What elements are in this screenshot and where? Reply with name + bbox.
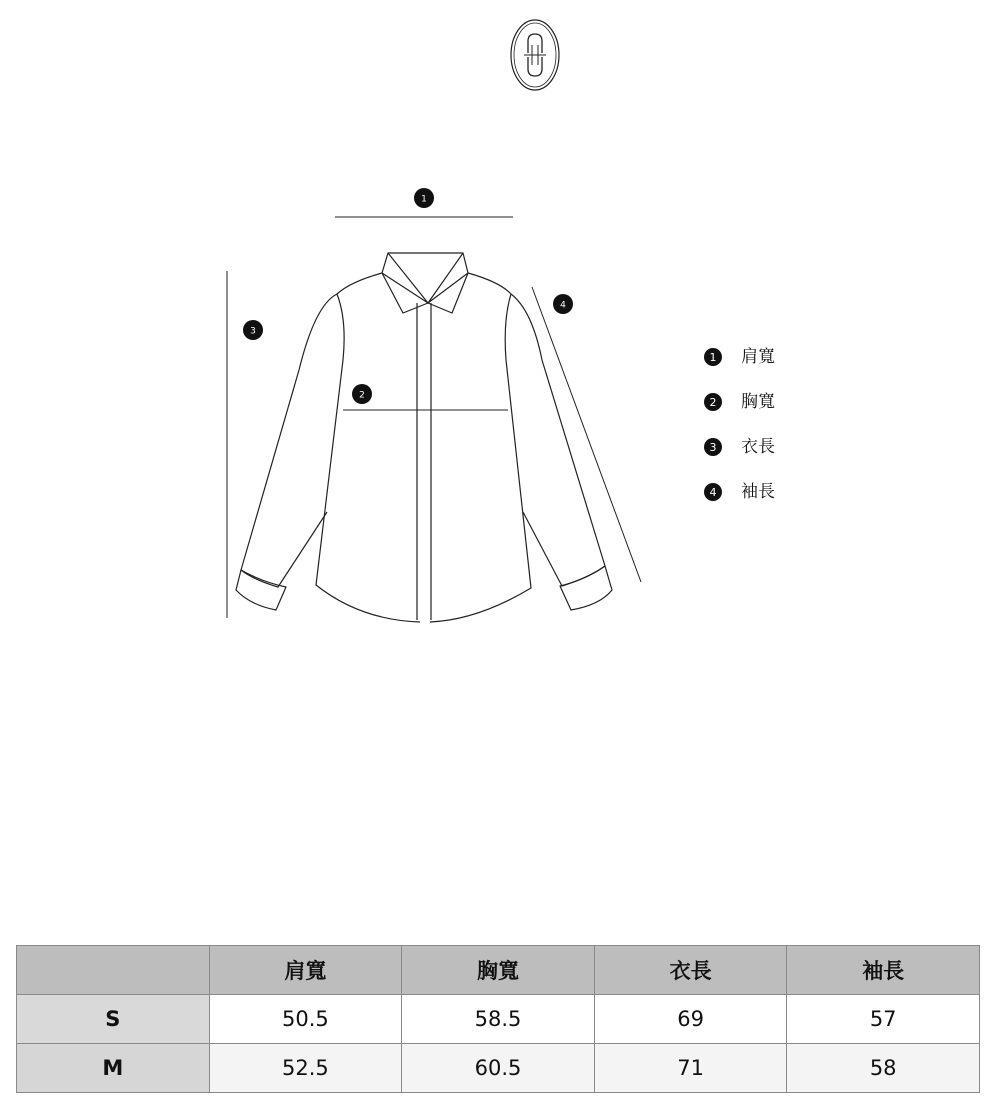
legend-label: 肩寬 [741, 347, 775, 367]
header-chest: 胸寬 [402, 946, 595, 995]
measurement-markers [243, 188, 573, 404]
table-cell: 71 [594, 1044, 787, 1093]
size-label: S [17, 995, 210, 1044]
table-cell: 52.5 [209, 1044, 402, 1093]
table-cell: 57 [787, 995, 980, 1044]
marker-1-label: 1 [421, 194, 427, 205]
table-corner-cell [17, 946, 210, 995]
table-cell: 58 [787, 1044, 980, 1093]
header-length: 衣長 [594, 946, 787, 995]
marker-numbers [250, 195, 566, 401]
table-cell: 50.5 [209, 995, 402, 1044]
size-label: M [17, 1044, 210, 1093]
table-row [17, 995, 980, 1044]
size-table [16, 945, 980, 1093]
legend-number: 4 [704, 483, 722, 501]
legend-item [704, 391, 775, 436]
legend-number: 1 [704, 348, 722, 366]
legend-number: 3 [704, 438, 722, 456]
marker-3-label: 3 [250, 326, 256, 337]
header-sleeve: 袖長 [787, 946, 980, 995]
sleeve-line [532, 287, 641, 582]
table-cell: 69 [594, 995, 787, 1044]
marker-2-label: 2 [359, 390, 365, 401]
legend-label: 衣長 [741, 437, 775, 457]
measurement-legend [704, 346, 775, 526]
legend-number: 2 [704, 393, 722, 411]
table-cell: 58.5 [402, 995, 595, 1044]
marker-4-label: 4 [560, 300, 566, 311]
table-cell: 60.5 [402, 1044, 595, 1093]
legend-label: 胸寬 [741, 392, 775, 412]
legend-label: 袖長 [741, 482, 775, 502]
table-header-row [17, 946, 980, 995]
legend-item [704, 436, 775, 481]
measurement-lines [227, 217, 641, 618]
legend-item [704, 481, 775, 526]
header-shoulder: 肩寬 [209, 946, 402, 995]
legend-item [704, 346, 775, 391]
table-row [17, 1044, 980, 1093]
